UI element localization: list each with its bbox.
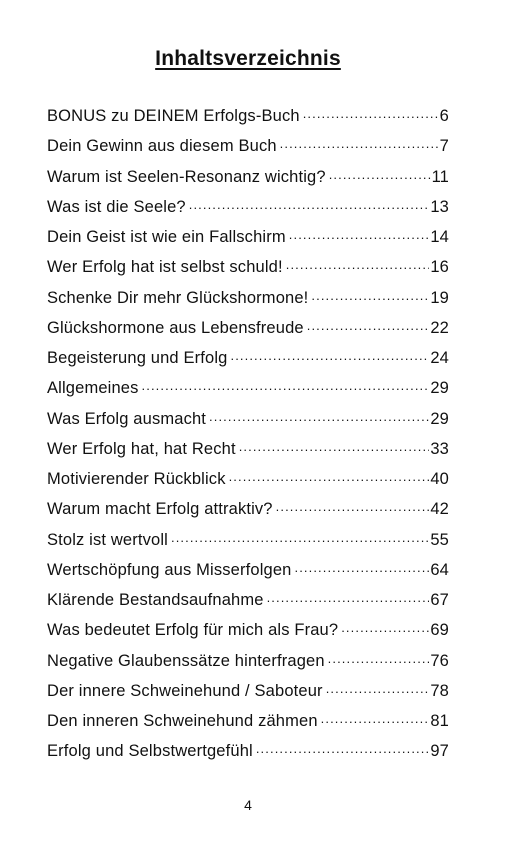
toc-entry [47,283,449,313]
dot-leader [303,103,439,121]
toc-entry-title: Wer Erfolg hat ist selbst schuld! [47,258,283,277]
toc-entry [47,404,449,434]
toc-entry-page: 13 [430,197,449,216]
toc-entry [47,585,449,615]
toc-entry-title: BONUS zu DEINEM Erfolgs-Buch [47,107,300,125]
toc-entry-page: 64 [430,560,449,579]
toc-entry-page: 33 [430,439,449,458]
toc-entry-page: 24 [430,349,449,367]
toc-entry [47,313,449,343]
dot-leader [286,254,430,272]
dot-leader [256,738,430,756]
toc-entry-title: Begeisterung und Erfolg [47,349,228,367]
dot-leader [328,648,430,666]
toc-entry-page: 42 [430,500,449,519]
toc-entry-title: Motivierender Rückblick [47,470,226,488]
toc-entry [47,736,449,766]
toc-entry-title: Warum ist Seelen-Resonanz wichtig? [47,167,326,186]
dot-leader [307,315,430,333]
toc-entry-title: Stolz ist wertvoll [47,530,168,549]
toc-entry-title: Klärende Bestandsaufnahme [47,591,264,609]
toc-entry-page: 16 [430,258,449,277]
table-of-contents [47,101,449,767]
toc-entry-title: Negative Glaubenssätze hinterfragen [47,651,325,670]
toc-entry [47,343,449,373]
toc-entry-title: Der innere Schweinehund / Saboteur [47,681,323,700]
toc-entry [47,555,449,585]
toc-entry-title: Warum macht Erfolg attraktiv? [47,500,273,519]
toc-entry-title: Wer Erfolg hat, hat Recht [47,439,236,458]
toc-entry-page: 22 [430,318,449,337]
toc-entry [47,706,449,736]
dot-leader [321,708,430,726]
toc-entry-page: 14 [430,228,449,246]
dot-leader [276,496,430,514]
toc-entry-title: Wertschöpfung aus Misserfolgen [47,560,292,579]
toc-entry-page: 19 [430,288,449,307]
toc-entry-title: Den inneren Schweinehund zähmen [47,712,318,730]
toc-entry-title: Was Erfolg ausmacht [47,409,207,428]
dot-leader [311,285,429,303]
toc-entry-page: 29 [430,379,449,398]
dot-leader [189,194,430,212]
toc-entry-title: Dein Gewinn aus diesem Buch [47,137,277,156]
page-number: 4 [244,797,252,813]
toc-entry-page: 40 [430,470,449,488]
page-title: Inhaltsverzeichnis [155,47,341,70]
toc-entry [47,494,449,524]
dot-leader [267,587,430,605]
toc-entry [47,252,449,282]
dot-leader [209,406,429,424]
dot-leader [329,164,431,182]
dot-leader [289,224,430,242]
toc-entry-title: Was bedeutet Erfolg für mich als Frau? [47,621,339,640]
toc-entry-page: 69 [430,621,449,640]
toc-entry-title: Was ist die Seele? [47,197,186,216]
dot-leader [294,557,429,575]
toc-entry [47,434,449,464]
toc-entry [47,222,449,252]
dot-leader [171,527,429,545]
toc-entry-page: 11 [431,167,449,186]
toc-entry-page: 78 [430,681,449,700]
toc-entry [47,192,449,222]
toc-entry-title: Erfolg und Selbstwertgefühl [47,742,253,761]
toc-entry-page: 67 [430,591,449,609]
toc-entry [47,464,449,494]
toc-entry-page: 29 [430,409,449,428]
toc-entry-page: 76 [430,651,449,670]
toc-entry-page: 7 [439,137,449,156]
toc-entry-title: Glückshormone aus Lebensfreude [47,318,304,337]
toc-entry [47,162,449,192]
toc-entry-page: 55 [430,530,449,549]
dot-leader [229,466,430,484]
dot-leader [341,617,429,635]
dot-leader [280,133,439,151]
toc-entry [47,525,449,555]
toc-entry-page: 97 [430,742,449,761]
toc-entry [47,676,449,706]
toc-entry-title: Schenke Dir mehr Glückshormone! [47,288,309,307]
dot-leader [326,678,430,696]
toc-entry [47,646,449,676]
toc-entry-title: Dein Geist ist wie ein Fallschirm [47,228,286,246]
toc-entry [47,131,449,161]
toc-entry [47,615,449,645]
toc-entry [47,101,449,131]
dot-leader [231,345,430,363]
toc-entry-title: Allgemeines [47,379,139,398]
dot-leader [239,436,430,454]
toc-entry-page: 81 [430,712,449,730]
dot-leader [142,375,430,393]
toc-entry [47,373,449,403]
toc-entry-page: 6 [439,107,449,125]
